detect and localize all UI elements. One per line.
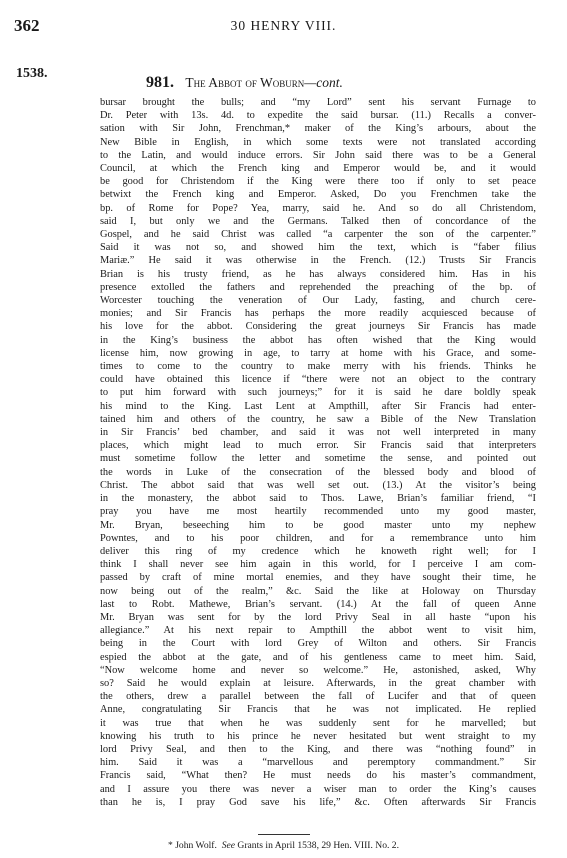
body-line: license him, now growing in age, to tarry at home with his Grace, and some- xyxy=(100,347,536,359)
body-line: Gospel, and he said Christ was called “a carpenter the son of the carpenter.” xyxy=(100,229,536,241)
body-text xyxy=(100,96,536,809)
body-line: presence extolled the fathers and reprehended the preaching of the bp. of xyxy=(100,281,536,293)
body-line: bursar brought the bulls; and “my Lord” sent his servant Furnage to xyxy=(100,97,536,108)
body-line: Brian is his trusty friend, as he has always considered him. Has in his xyxy=(100,268,536,280)
body-line: the others, drew a parallel between the fall of Lucifer and that of queen xyxy=(100,691,536,703)
body-line: it was true that when he was suddenly sent for he marvelled; but xyxy=(100,717,536,729)
body-line: the words in Luke of the consecration of the blessed body and blood of xyxy=(100,466,536,478)
body-line: than he is, I pray God save his life,” &c. Often afterwards Sir Francis xyxy=(100,796,536,808)
body-line: being in the Court with lord Grey of Wilton and others. Sir Francis xyxy=(100,638,536,650)
footnote-rest: Grants in April 1538, 29 Hen. VIII. No. 2. xyxy=(237,840,399,851)
body-line: sation with Sir John, Frenchman,* maker of the King’s arbours, about the xyxy=(100,123,536,135)
footnote xyxy=(0,840,567,851)
body-line: Dr. Peter with 13s. 4d. to expedite the said bursar. (11.) Recalls a conver- xyxy=(100,110,536,122)
margin-year: 1538. xyxy=(16,66,48,81)
body-line: think I shall never see him again in this world, for I perceive I am com- xyxy=(100,559,536,571)
body-line: Powntes, and to his poor children, and for a remembrance unto him xyxy=(100,532,536,544)
body-line: times to come to the country to make merry with his friends. Thinks he xyxy=(100,361,536,373)
body-line: in the monastery, the abbot said to Thos. Lawe, Brian’s familiar friend, “I xyxy=(100,493,536,505)
body-line: Mariæ.” He said it was otherwise in the French. (12.) Trusts Sir Francis xyxy=(100,255,536,267)
footnote-rule xyxy=(258,834,310,835)
body-line: last to Robt. Mathewe, Brian’s servant. (14.) At the fall of queen Anne xyxy=(100,598,536,610)
footnote-lead: * John Wolf. xyxy=(168,840,217,851)
body-line: pray you have me most heartily recommended unto my good master, xyxy=(100,506,536,518)
body-line: could have obtained this licence if “there were not an object to the contrary xyxy=(100,374,536,386)
body-line: knowing his truth to his prince he never hesitated but went straight to my xyxy=(100,730,536,742)
body-line: deliver this ring of my credence which he knoweth right well; for I xyxy=(100,545,536,557)
body-line: to the Latin, and would induce errors. Sir John said there was to be a General xyxy=(100,149,536,161)
body-line: his mind to the King. Last Lent at Ampthill, after Sir Francis had enter- xyxy=(100,400,536,412)
entry-heading xyxy=(146,74,343,92)
body-line: Said it was not so, and showed him the text, which is “faber filius xyxy=(100,242,536,254)
body-line: passed by craft of mine mortal enemies, and they have sought their time, he xyxy=(100,572,536,584)
entry-continued: —cont. xyxy=(304,75,343,90)
body-line: must sometime follow the letter and sometime the sense, and pointed out xyxy=(100,453,536,465)
body-line: espied the abbot at the gate, and of his gentleness came to meet him. Said, xyxy=(100,651,536,663)
body-line: in the King’s business the abbot has often wished that the King would xyxy=(100,334,536,346)
body-line: Francis said, “What then? He must needs do his master’s commandment, xyxy=(100,770,536,782)
running-head: 30 HENRY VIII. xyxy=(230,18,337,33)
body-line: his love for the abbot. Considering the great journeys Sir Francis has made xyxy=(100,321,536,333)
body-line: be good for Christendom if the King were there too if only to set peace xyxy=(100,176,536,188)
body-line: betwixt the French king and Emperor. Asked, Do you Frenchmen take the xyxy=(100,189,536,201)
entry-number: 981. xyxy=(146,74,174,91)
body-line: Mr. Bryan, beseeching him to be good master unto my nephew xyxy=(100,519,536,531)
body-line: Worcester touching the veneration of Our Lady, fasting, and church cere- xyxy=(100,295,536,307)
body-line: Mr. Bryan was sent for by the lord Privy Seal in all haste “upon his xyxy=(100,611,536,623)
page-number: 362 xyxy=(14,16,40,35)
body-line: bp. of Rome for Pope? Yea, marry, said he. And so do all Christendom, xyxy=(100,202,536,214)
body-line: places, which might lead to much error. Sir Francis said that interpreters xyxy=(100,440,536,452)
body-line: Council, at which the French king and Emperor would be, and it would xyxy=(100,163,536,175)
body-line: tained him and others of the country, he saw a Bible of the New Translation xyxy=(100,413,536,425)
entry-title: The Abbot of Woburn xyxy=(185,75,305,90)
body-line: in Sir Francis’ bed chamber, and said it was not well interpreted in many xyxy=(100,427,536,439)
body-line: him. Said it was a “marvellous and peremptory commandment.” Sir xyxy=(100,757,536,769)
body-line: Christ. The abbot said that was well set out. (13.) At the visitor’s being xyxy=(100,479,536,491)
body-line: monies; and Sir Francis has perhaps the more readily acquiesced because of xyxy=(100,308,536,320)
body-line: “Now welcome home and never so welcome.” He, astonished, asked, Why xyxy=(100,664,536,676)
body-line: said I, but only we and the Germans. Talked then of concordance of the xyxy=(100,215,536,227)
body-line: so? Said he would explain at leisure. Afterwards, in the great chamber with xyxy=(100,677,536,689)
body-line: Anne, congratulating Sir Francis that he was not implicated. He replied xyxy=(100,704,536,716)
body-line: lord Privy Seal, and then to the King, and there was “nothing found” in xyxy=(100,743,536,755)
body-line: allegiance.” At his next repair to Ampthill the abbot went to visit him, xyxy=(100,625,536,637)
body-line: to put him forward with such journeys;” for it is said he dare boldly speak xyxy=(100,387,536,399)
body-line: New Bible in English, in which some texts were not translated according xyxy=(100,136,536,148)
footnote-see: See xyxy=(221,840,236,851)
body-line: now being out of the realm,” &c. Said the like at Holoway on Thursday xyxy=(100,585,536,597)
body-line: and I assure you there was never a wiser man to order the King’s causes xyxy=(100,783,536,795)
